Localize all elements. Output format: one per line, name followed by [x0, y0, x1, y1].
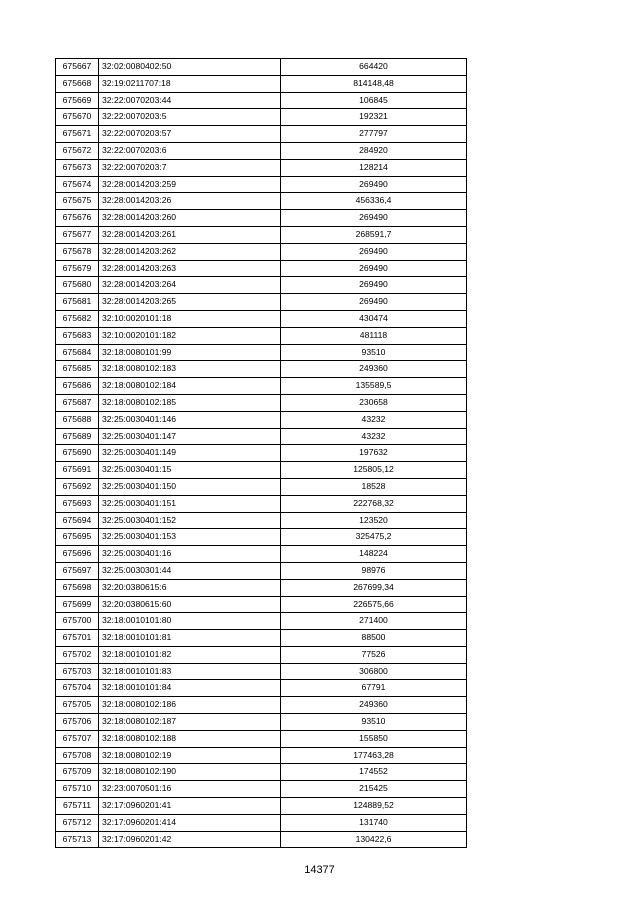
cadastral-number-cell: 32:25:0030401:146: [99, 411, 281, 428]
cadastral-number-cell: 32:25:0030401:16: [99, 546, 281, 563]
table-row: [56, 243, 467, 260]
value-cell: 88500: [281, 630, 467, 647]
value-cell: 192321: [281, 109, 467, 126]
cadastral-number-cell: 32:18:0010101:84: [99, 680, 281, 697]
table-row: [56, 344, 467, 361]
row-id-cell: 675688: [56, 411, 99, 428]
cadastral-number-cell: 32:25:0030401:15: [99, 462, 281, 479]
value-cell: 269490: [281, 277, 467, 294]
table-row: [56, 478, 467, 495]
row-id-cell: 675679: [56, 260, 99, 277]
value-cell: 93510: [281, 344, 467, 361]
row-id-cell: 675684: [56, 344, 99, 361]
value-cell: 215425: [281, 781, 467, 798]
row-id-cell: 675699: [56, 596, 99, 613]
value-cell: 106845: [281, 92, 467, 109]
table-row: [56, 680, 467, 697]
value-cell: 249360: [281, 697, 467, 714]
cadastral-number-cell: 32:18:0080102:188: [99, 730, 281, 747]
cadastral-number-cell: 32:10:0020101:182: [99, 327, 281, 344]
cadastral-number-cell: 32:22:0070203:7: [99, 159, 281, 176]
table-row: [56, 176, 467, 193]
cadastral-number-cell: 32:28:0014203:26: [99, 193, 281, 210]
value-cell: 664420: [281, 59, 467, 76]
value-cell: 197632: [281, 445, 467, 462]
value-cell: 284920: [281, 142, 467, 159]
row-id-cell: 675690: [56, 445, 99, 462]
row-id-cell: 675711: [56, 798, 99, 815]
table-row: [56, 814, 467, 831]
table-row: [56, 142, 467, 159]
table-row: [56, 226, 467, 243]
value-cell: 43232: [281, 428, 467, 445]
cadastral-number-cell: 32:17:0960201:42: [99, 831, 281, 848]
row-id-cell: 675710: [56, 781, 99, 798]
row-id-cell: 675709: [56, 764, 99, 781]
value-cell: 269490: [281, 243, 467, 260]
cadastral-number-cell: 32:28:0014203:260: [99, 210, 281, 227]
value-cell: 249360: [281, 361, 467, 378]
value-cell: 481118: [281, 327, 467, 344]
row-id-cell: 675687: [56, 394, 99, 411]
table-row: [56, 411, 467, 428]
row-id-cell: 675708: [56, 747, 99, 764]
cadastral-number-cell: 32:18:0010101:82: [99, 646, 281, 663]
cadastral-number-cell: 32:18:0010101:81: [99, 630, 281, 647]
table-row: [56, 630, 467, 647]
row-id-cell: 675703: [56, 663, 99, 680]
value-cell: 306800: [281, 663, 467, 680]
table-row: [56, 529, 467, 546]
cadastral-number-cell: 32:25:0030401:147: [99, 428, 281, 445]
value-cell: 77526: [281, 646, 467, 663]
value-cell: 269490: [281, 294, 467, 311]
cadastral-number-cell: 32:18:0080102:185: [99, 394, 281, 411]
value-cell: 174552: [281, 764, 467, 781]
cadastral-number-cell: 32:22:0070203:44: [99, 92, 281, 109]
row-id-cell: 675668: [56, 75, 99, 92]
table-row: [56, 781, 467, 798]
table-row: [56, 831, 467, 848]
value-cell: 124889,52: [281, 798, 467, 815]
row-id-cell: 675677: [56, 226, 99, 243]
value-cell: 130422,6: [281, 831, 467, 848]
cadastral-number-cell: 32:25:0030301:44: [99, 562, 281, 579]
cadastral-number-cell: 32:28:0014203:264: [99, 277, 281, 294]
row-id-cell: 675702: [56, 646, 99, 663]
row-id-cell: 675695: [56, 529, 99, 546]
table-row: [56, 193, 467, 210]
table-row: [56, 596, 467, 613]
cadastral-number-cell: 32:28:0014203:259: [99, 176, 281, 193]
row-id-cell: 675673: [56, 159, 99, 176]
row-id-cell: 675697: [56, 562, 99, 579]
row-id-cell: 675706: [56, 714, 99, 731]
table-row: [56, 562, 467, 579]
table-row: [56, 798, 467, 815]
cadastral-number-cell: 32:17:0960201:414: [99, 814, 281, 831]
value-cell: 230658: [281, 394, 467, 411]
value-cell: 128214: [281, 159, 467, 176]
table-row: [56, 714, 467, 731]
table-row: [56, 445, 467, 462]
data-table-container: [55, 58, 467, 848]
cadastral-number-cell: 32:18:0010101:80: [99, 613, 281, 630]
table-row: [56, 92, 467, 109]
value-cell: 277797: [281, 126, 467, 143]
row-id-cell: 675694: [56, 512, 99, 529]
value-cell: 177463,28: [281, 747, 467, 764]
table-row: [56, 697, 467, 714]
table-row: [56, 59, 467, 76]
value-cell: 269490: [281, 210, 467, 227]
value-cell: 131740: [281, 814, 467, 831]
table-row: [56, 495, 467, 512]
value-cell: 93510: [281, 714, 467, 731]
cadastral-number-cell: 32:28:0014203:265: [99, 294, 281, 311]
cadastral-number-cell: 32:22:0070203:5: [99, 109, 281, 126]
table-row: [56, 646, 467, 663]
cadastral-number-cell: 32:20:0380615:6: [99, 579, 281, 596]
cadastral-number-cell: 32:22:0070203:57: [99, 126, 281, 143]
cadastral-number-cell: 32:19:0211707:18: [99, 75, 281, 92]
cadastral-number-cell: 32:18:0080102:186: [99, 697, 281, 714]
row-id-cell: 675678: [56, 243, 99, 260]
cadastral-number-cell: 32:18:0080102:190: [99, 764, 281, 781]
cadastral-number-cell: 32:25:0030401:152: [99, 512, 281, 529]
table-row: [56, 159, 467, 176]
row-id-cell: 675713: [56, 831, 99, 848]
cadastral-number-cell: 32:28:0014203:261: [99, 226, 281, 243]
cadastral-number-cell: 32:18:0080102:19: [99, 747, 281, 764]
cadastral-number-cell: 32:28:0014203:263: [99, 260, 281, 277]
value-cell: 271400: [281, 613, 467, 630]
cadastral-number-cell: 32:18:0080102:187: [99, 714, 281, 731]
table-row: [56, 764, 467, 781]
table-row: [56, 210, 467, 227]
value-cell: 268591,7: [281, 226, 467, 243]
table-row: [56, 75, 467, 92]
row-id-cell: 675692: [56, 478, 99, 495]
value-cell: 267699,34: [281, 579, 467, 596]
table-row: [56, 260, 467, 277]
data-table: [55, 58, 467, 848]
cadastral-number-cell: 32:18:0010101:83: [99, 663, 281, 680]
cadastral-number-cell: 32:25:0030401:150: [99, 478, 281, 495]
value-cell: 814148,48: [281, 75, 467, 92]
value-cell: 269490: [281, 260, 467, 277]
cadastral-number-cell: 32:18:0080101:99: [99, 344, 281, 361]
table-row: [56, 126, 467, 143]
table-row: [56, 310, 467, 327]
row-id-cell: 675707: [56, 730, 99, 747]
row-id-cell: 675669: [56, 92, 99, 109]
cadastral-number-cell: 32:22:0070203:6: [99, 142, 281, 159]
table-row: [56, 327, 467, 344]
value-cell: 43232: [281, 411, 467, 428]
cadastral-number-cell: 32:20:0380615:60: [99, 596, 281, 613]
value-cell: 325475,2: [281, 529, 467, 546]
table-row: [56, 512, 467, 529]
table-row: [56, 462, 467, 479]
cadastral-number-cell: 32:25:0030401:153: [99, 529, 281, 546]
cadastral-number-cell: 32:02:0080402:50: [99, 59, 281, 76]
table-row: [56, 109, 467, 126]
cadastral-number-cell: 32:28:0014203:262: [99, 243, 281, 260]
row-id-cell: 675674: [56, 176, 99, 193]
table-row: [56, 546, 467, 563]
value-cell: 269490: [281, 176, 467, 193]
table-row: [56, 277, 467, 294]
table-row: [56, 747, 467, 764]
value-cell: 222768,32: [281, 495, 467, 512]
table-row: [56, 579, 467, 596]
table-row: [56, 613, 467, 630]
row-id-cell: 675712: [56, 814, 99, 831]
row-id-cell: 675681: [56, 294, 99, 311]
row-id-cell: 675685: [56, 361, 99, 378]
row-id-cell: 675700: [56, 613, 99, 630]
cadastral-number-cell: 32:17:0960201:41: [99, 798, 281, 815]
value-cell: 430474: [281, 310, 467, 327]
value-cell: 98976: [281, 562, 467, 579]
cadastral-number-cell: 32:25:0030401:149: [99, 445, 281, 462]
row-id-cell: 675667: [56, 59, 99, 76]
row-id-cell: 675671: [56, 126, 99, 143]
table-row: [56, 294, 467, 311]
row-id-cell: 675672: [56, 142, 99, 159]
row-id-cell: 675682: [56, 310, 99, 327]
value-cell: 67791: [281, 680, 467, 697]
table-row: [56, 663, 467, 680]
row-id-cell: 675691: [56, 462, 99, 479]
table-row: [56, 730, 467, 747]
value-cell: 135589,5: [281, 378, 467, 395]
table-row: [56, 394, 467, 411]
row-id-cell: 675670: [56, 109, 99, 126]
row-id-cell: 675698: [56, 579, 99, 596]
value-cell: 155850: [281, 730, 467, 747]
page-number: 14377: [304, 864, 335, 876]
row-id-cell: 675680: [56, 277, 99, 294]
row-id-cell: 675675: [56, 193, 99, 210]
cadastral-number-cell: 32:25:0030401:151: [99, 495, 281, 512]
cadastral-number-cell: 32:18:0080102:183: [99, 361, 281, 378]
row-id-cell: 675704: [56, 680, 99, 697]
row-id-cell: 675705: [56, 697, 99, 714]
row-id-cell: 675689: [56, 428, 99, 445]
table-row: [56, 361, 467, 378]
row-id-cell: 675696: [56, 546, 99, 563]
value-cell: 226575,66: [281, 596, 467, 613]
table-row: [56, 378, 467, 395]
row-id-cell: 675701: [56, 630, 99, 647]
value-cell: 456336,4: [281, 193, 467, 210]
value-cell: 125805,12: [281, 462, 467, 479]
cadastral-number-cell: 32:23:0070501:16: [99, 781, 281, 798]
cadastral-number-cell: 32:18:0080102:184: [99, 378, 281, 395]
cadastral-number-cell: 32:10:0020101:18: [99, 310, 281, 327]
row-id-cell: 675686: [56, 378, 99, 395]
table-body: [56, 59, 467, 848]
value-cell: 148224: [281, 546, 467, 563]
value-cell: 18528: [281, 478, 467, 495]
row-id-cell: 675683: [56, 327, 99, 344]
value-cell: 123520: [281, 512, 467, 529]
table-row: [56, 428, 467, 445]
row-id-cell: 675693: [56, 495, 99, 512]
row-id-cell: 675676: [56, 210, 99, 227]
